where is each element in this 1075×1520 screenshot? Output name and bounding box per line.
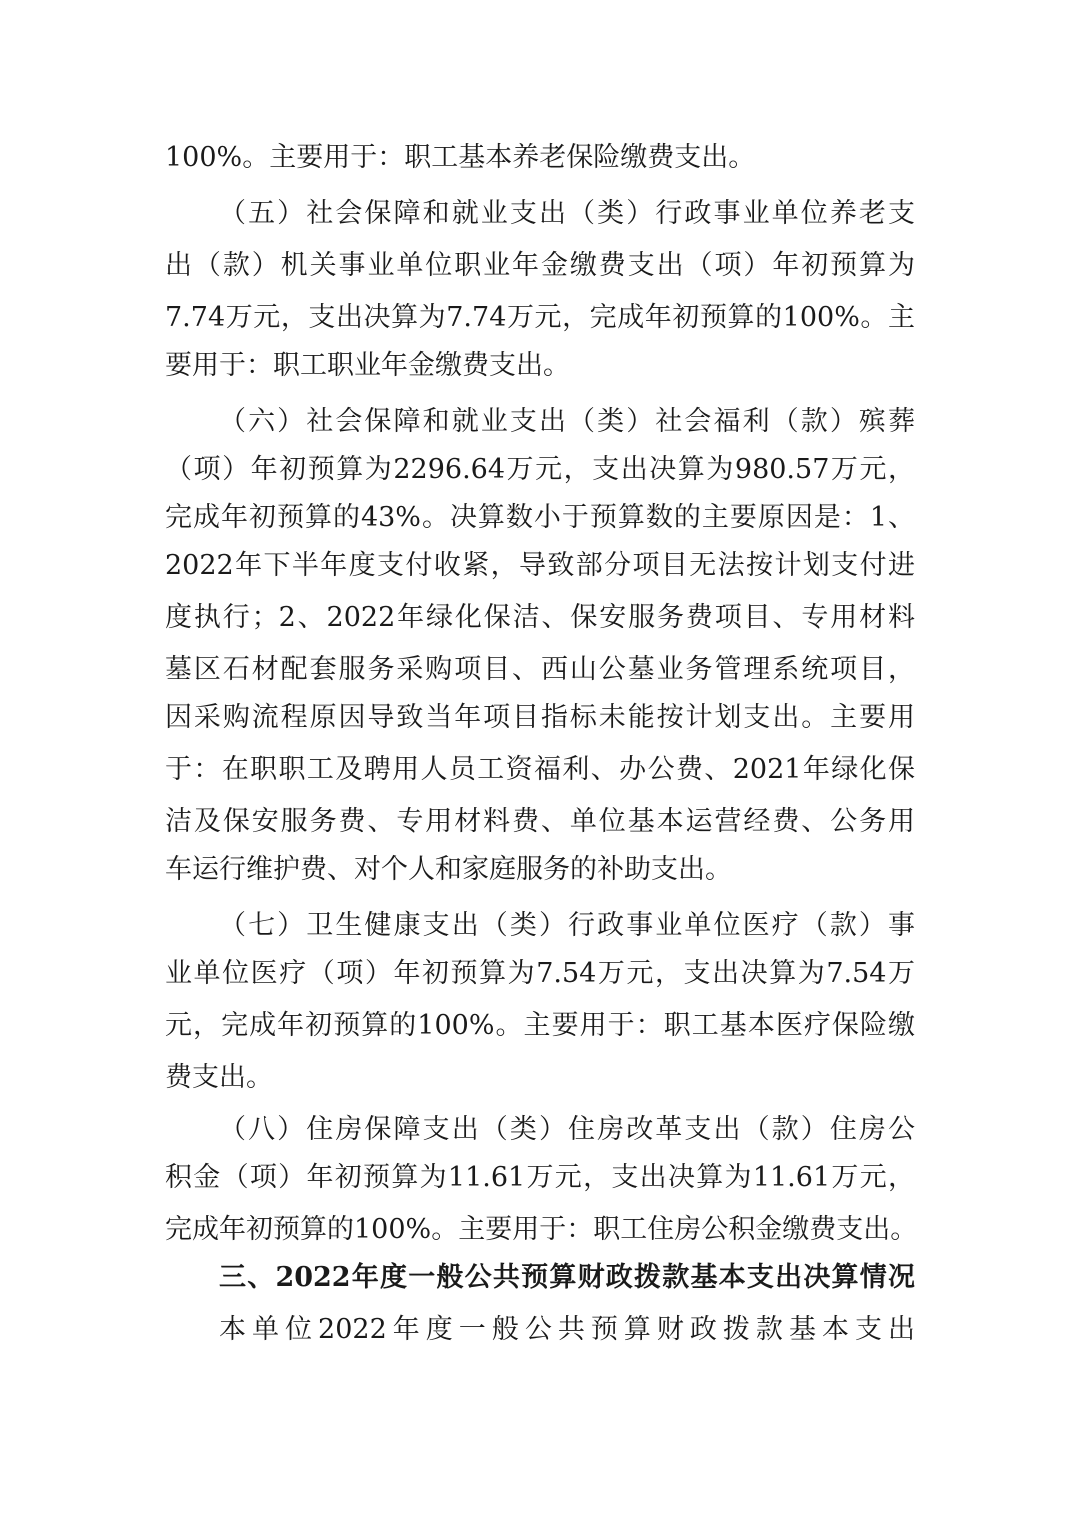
paragraph-line: 业单位医疗（项）年初预算为7.54万元，支出决算为7.54万: [165, 958, 915, 989]
paragraph-line: 100%。主要用于：职工基本养老保险缴费支出。: [165, 142, 756, 173]
paragraph-line: 因采购流程原因导致当年项目指标未能按计划支出。主要用: [165, 702, 915, 733]
paragraph-line: 7.74万元，支出决算为7.74万元，完成年初预算的100%。主: [165, 302, 915, 333]
paragraph-line: 度执行；2、2022年绿化保洁、保安服务费项目、专用材料: [165, 602, 915, 633]
paragraph-line: 于：在职职工及聘用人员工资福利、办公费、2021年绿化保: [165, 754, 915, 785]
paragraph-line: （六）社会保障和就业支出（类）社会福利（款）殡葬: [219, 406, 915, 437]
paragraph-line: 本单位2022年度一般公共预算财政拨款基本支出: [219, 1314, 915, 1345]
paragraph-line: 完成年初预算的100%。主要用于：职工住房公积金缴费支出。: [165, 1214, 918, 1245]
paragraph-line: 车运行维护费、对个人和家庭服务的补助支出。: [165, 854, 732, 885]
paragraph-line: 要用于：职工职业年金缴费支出。: [165, 350, 570, 381]
paragraph-line: （五）社会保障和就业支出（类）行政事业单位养老支: [219, 198, 915, 229]
paragraph-line: 洁及保安服务费、专用材料费、单位基本运营经费、公务用: [165, 806, 915, 837]
paragraph-line: 完成年初预算的43%。决算数小于预算数的主要原因是：1、: [165, 502, 915, 533]
paragraph-line: 费支出。: [165, 1062, 273, 1093]
paragraph-line: （项）年初预算为2296.64万元，支出决算为980.57万元，: [165, 454, 915, 485]
paragraph-line: 出（款）机关事业单位职业年金缴费支出（项）年初预算为: [165, 250, 915, 281]
paragraph-line: 积金（项）年初预算为11.61万元，支出决算为11.61万元，: [165, 1162, 915, 1193]
section-heading: 三、2022年度一般公共预算财政拨款基本支出决算情况: [219, 1262, 915, 1293]
paragraph-line: 元，完成年初预算的100%。主要用于：职工基本医疗保险缴: [165, 1010, 915, 1041]
paragraph-line: 2022年下半年度支付收紧，导致部分项目无法按计划支付进: [165, 550, 915, 581]
paragraph-line: （八）住房保障支出（类）住房改革支出（款）住房公: [219, 1114, 915, 1145]
paragraph-line: （七）卫生健康支出（类）行政事业单位医疗（款）事: [219, 910, 915, 941]
paragraph-line: 墓区石材配套服务采购项目、西山公墓业务管理系统项目，: [165, 654, 915, 685]
